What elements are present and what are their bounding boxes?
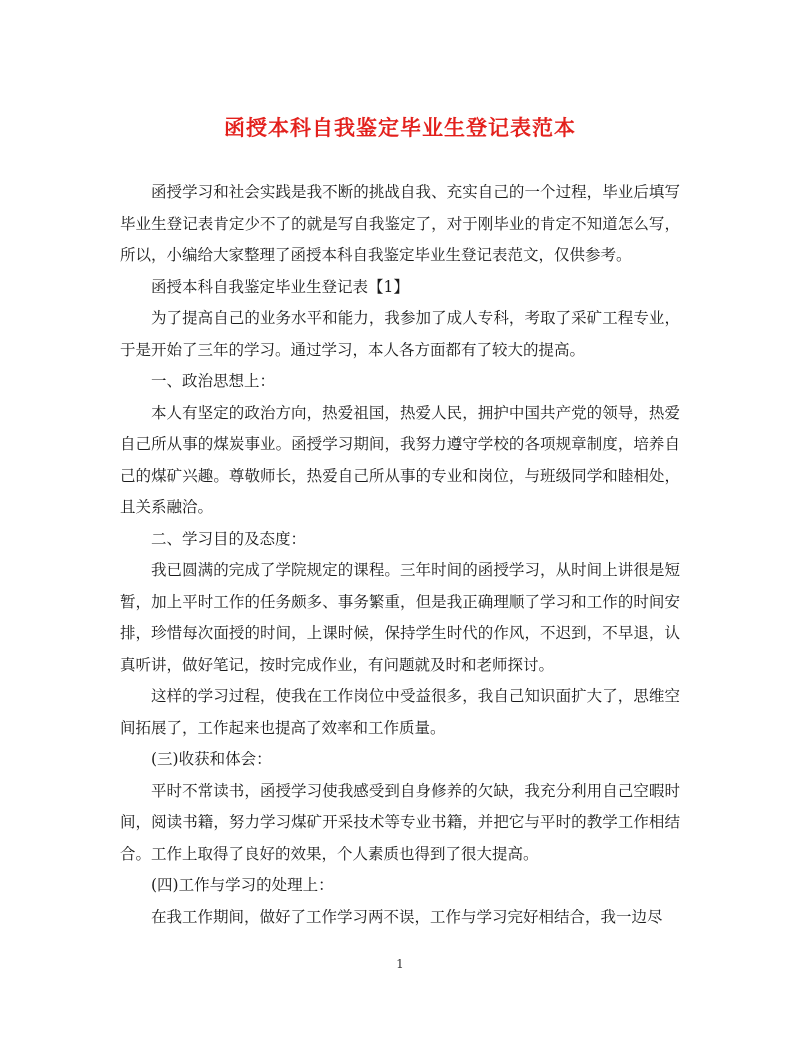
section-heading-study: 二、学习目的及态度：: [151, 529, 307, 548]
paragraph-work: 在我工作期间，做好了工作学习两不误，工作与学习完好相结合，我一边尽: [151, 907, 663, 926]
paragraph-intro: 函授学习和社会实践是我不断的挑战自我、充实自己的一个过程，毕业后填写毕业生登记表肯定少不了的就是写自我鉴定了，对于刚毕业的肯定不知道怎么写，所以，小编给大家整理了函授本科自我鉴定毕业生登记表范文，仅供参考。: [120, 183, 680, 264]
page-number: 1: [396, 957, 404, 971]
paragraph-study: 我已圆满的完成了学院规定的课程。三年时间的函授学习，从时间上讲很是短暂，加上平时工作的任务颇多、事务繁重，但是我正确理顺了学习和工作的时间安排，珍惜每次面授的时间，上课时候，保持学生时代的作风，不迟到，不早退，认真听讲，做好笔记，按时完成作业，有问题就及时和老师探讨。: [120, 561, 680, 674]
section-heading-work: (四)工作与学习的处理上：: [151, 876, 334, 894]
paragraph-politics: 本人有坚定的政治方向，热爱祖国，热爱人民，拥护中国共产党的领导，热爱自己所从事的煤炭事业。函授学习期间，我努力遵守学校的各项规章制度，培养自己的煤矿兴趣。尊敬师长，热爱自己所从事的专业和岗位，与班级同学和睦相处，且关系融洽。: [120, 403, 680, 516]
section-heading-gains: (三)收获和体会：: [151, 750, 272, 768]
document-title: 函授本科自我鉴定毕业生登记表范本: [224, 115, 576, 140]
document-body: [120, 177, 680, 933]
section-heading-politics: 一、政治思想上：: [151, 372, 276, 390]
paragraph-gains: 平时不常读书，函授学习使我感受到自身修养的欠缺，我充分利用自己空暇时间，阅读书籍，努力学习煤矿开采技术等专业书籍，并把它与平时的教学工作相结合。工作上取得了良好的效果，个人素质也得到了很大提高。: [120, 781, 680, 863]
paragraph-study-result: 这样的学习过程，使我在工作岗位中受益很多，我自己知识面扩大了，思维空间拓展了，工作起来也提高了效率和工作质量。: [120, 687, 680, 737]
section-heading-1: 函授本科自我鉴定毕业生登记表【1】: [151, 277, 409, 296]
paragraph-overview: 为了提高自己的业务水平和能力，我参加了成人专科，考取了采矿工程专业，于是开始了三年的学习。通过学习，本人各方面都有了较大的提高。: [120, 309, 680, 359]
